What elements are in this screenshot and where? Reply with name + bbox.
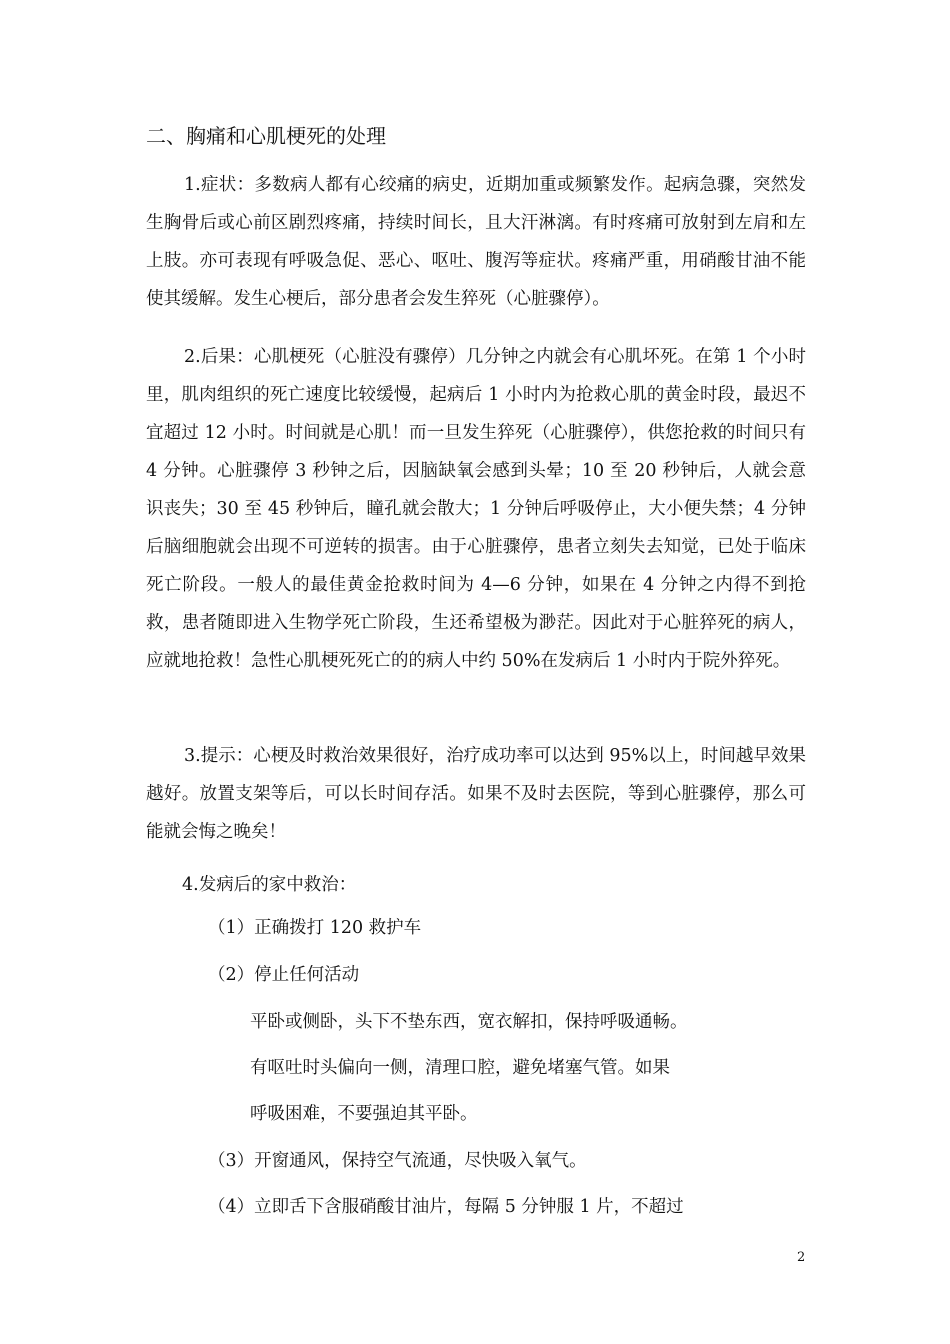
list-item: （4）立即舌下含服硝酸甘油片，每隔 5 分钟服 1 片，不超过 xyxy=(208,1197,684,1217)
section-title: 二、胸痛和心肌梗死的处理 xyxy=(146,124,386,148)
list-item: （1）正确拨打 120 救护车 xyxy=(208,918,422,938)
list-item: （3）开窗通风，保持空气流通，尽快吸入氧气。 xyxy=(208,1151,587,1171)
paragraph-consequences: 2.后果：心肌梗死（心脏没有骤停）几分钟之内就会有心肌坏死。在第 1 个小时里，肌肉组织的死亡速度比较缓慢，起病后 1 小时内为抢救心肌的黄金时段，最迟不宜超过 12 小时。时间就是心肌！而一旦发生猝死（心脏骤停），供您抢救的时间只有 4 分钟。心脏骤停 3 秒钟之后，因脑缺氧会感到头晕；10 至 20 秒钟后，人就会意识丧失；30 至 45 秒钟后，瞳孔就会散大；1 分钟后呼吸停止，大小便失禁；4 分钟后脑细胞就会出现不可逆转的损害。由于心脏骤停，患者立刻失去知觉，已处于临床死亡阶段。一般人的最佳黄金抢救时间为 4—6 分钟，如果在 4 分钟之内得不到抢救，患者随即进入生物学死亡阶段，生还希望极为渺茫。因此对于心脏猝死的病人，应就地抢救！急性心肌梗死死亡的的病人中约 50%在发病后 1 小时内于院外猝死。 xyxy=(146,347,806,671)
paragraph-tips: 3.提示：心梗及时救治效果很好，治疗成功率可以达到 95%以上，时间越早效果越好。放置支架等后，可以长时间存活。如果不及时去医院，等到心脏骤停，那么可能就会悔之晚矣！ xyxy=(146,746,806,842)
paragraph-symptoms: 1.症状：多数病人都有心绞痛的病史，近期加重或频繁发作。起病急骤，突然发生胸骨后或心前区剧烈疼痛，持续时间长，且大汗淋漓。有时疼痛可放射到左肩和左上肢。亦可表现有呼吸急促、恶心、呕吐、腹泻等症状。疼痛严重，用硝酸甘油不能使其缓解。发生心梗后，部分患者会发生猝死（心脏骤停）。 xyxy=(146,175,806,309)
page-number: 2 xyxy=(797,1250,806,1265)
list-subitem: 呼吸困难，不要强迫其平卧。 xyxy=(250,1104,478,1124)
list-subitem: 平卧或侧卧，头下不垫东西，宽衣解扣，保持呼吸通畅。 xyxy=(250,1012,688,1032)
list-item: （2）停止任何活动 xyxy=(208,965,360,985)
home-treatment-heading: 4.发病后的家中救治： xyxy=(182,875,357,895)
list-subitem: 有呕吐时头偏向一侧，清理口腔，避免堵塞气管。如果 xyxy=(250,1058,670,1078)
